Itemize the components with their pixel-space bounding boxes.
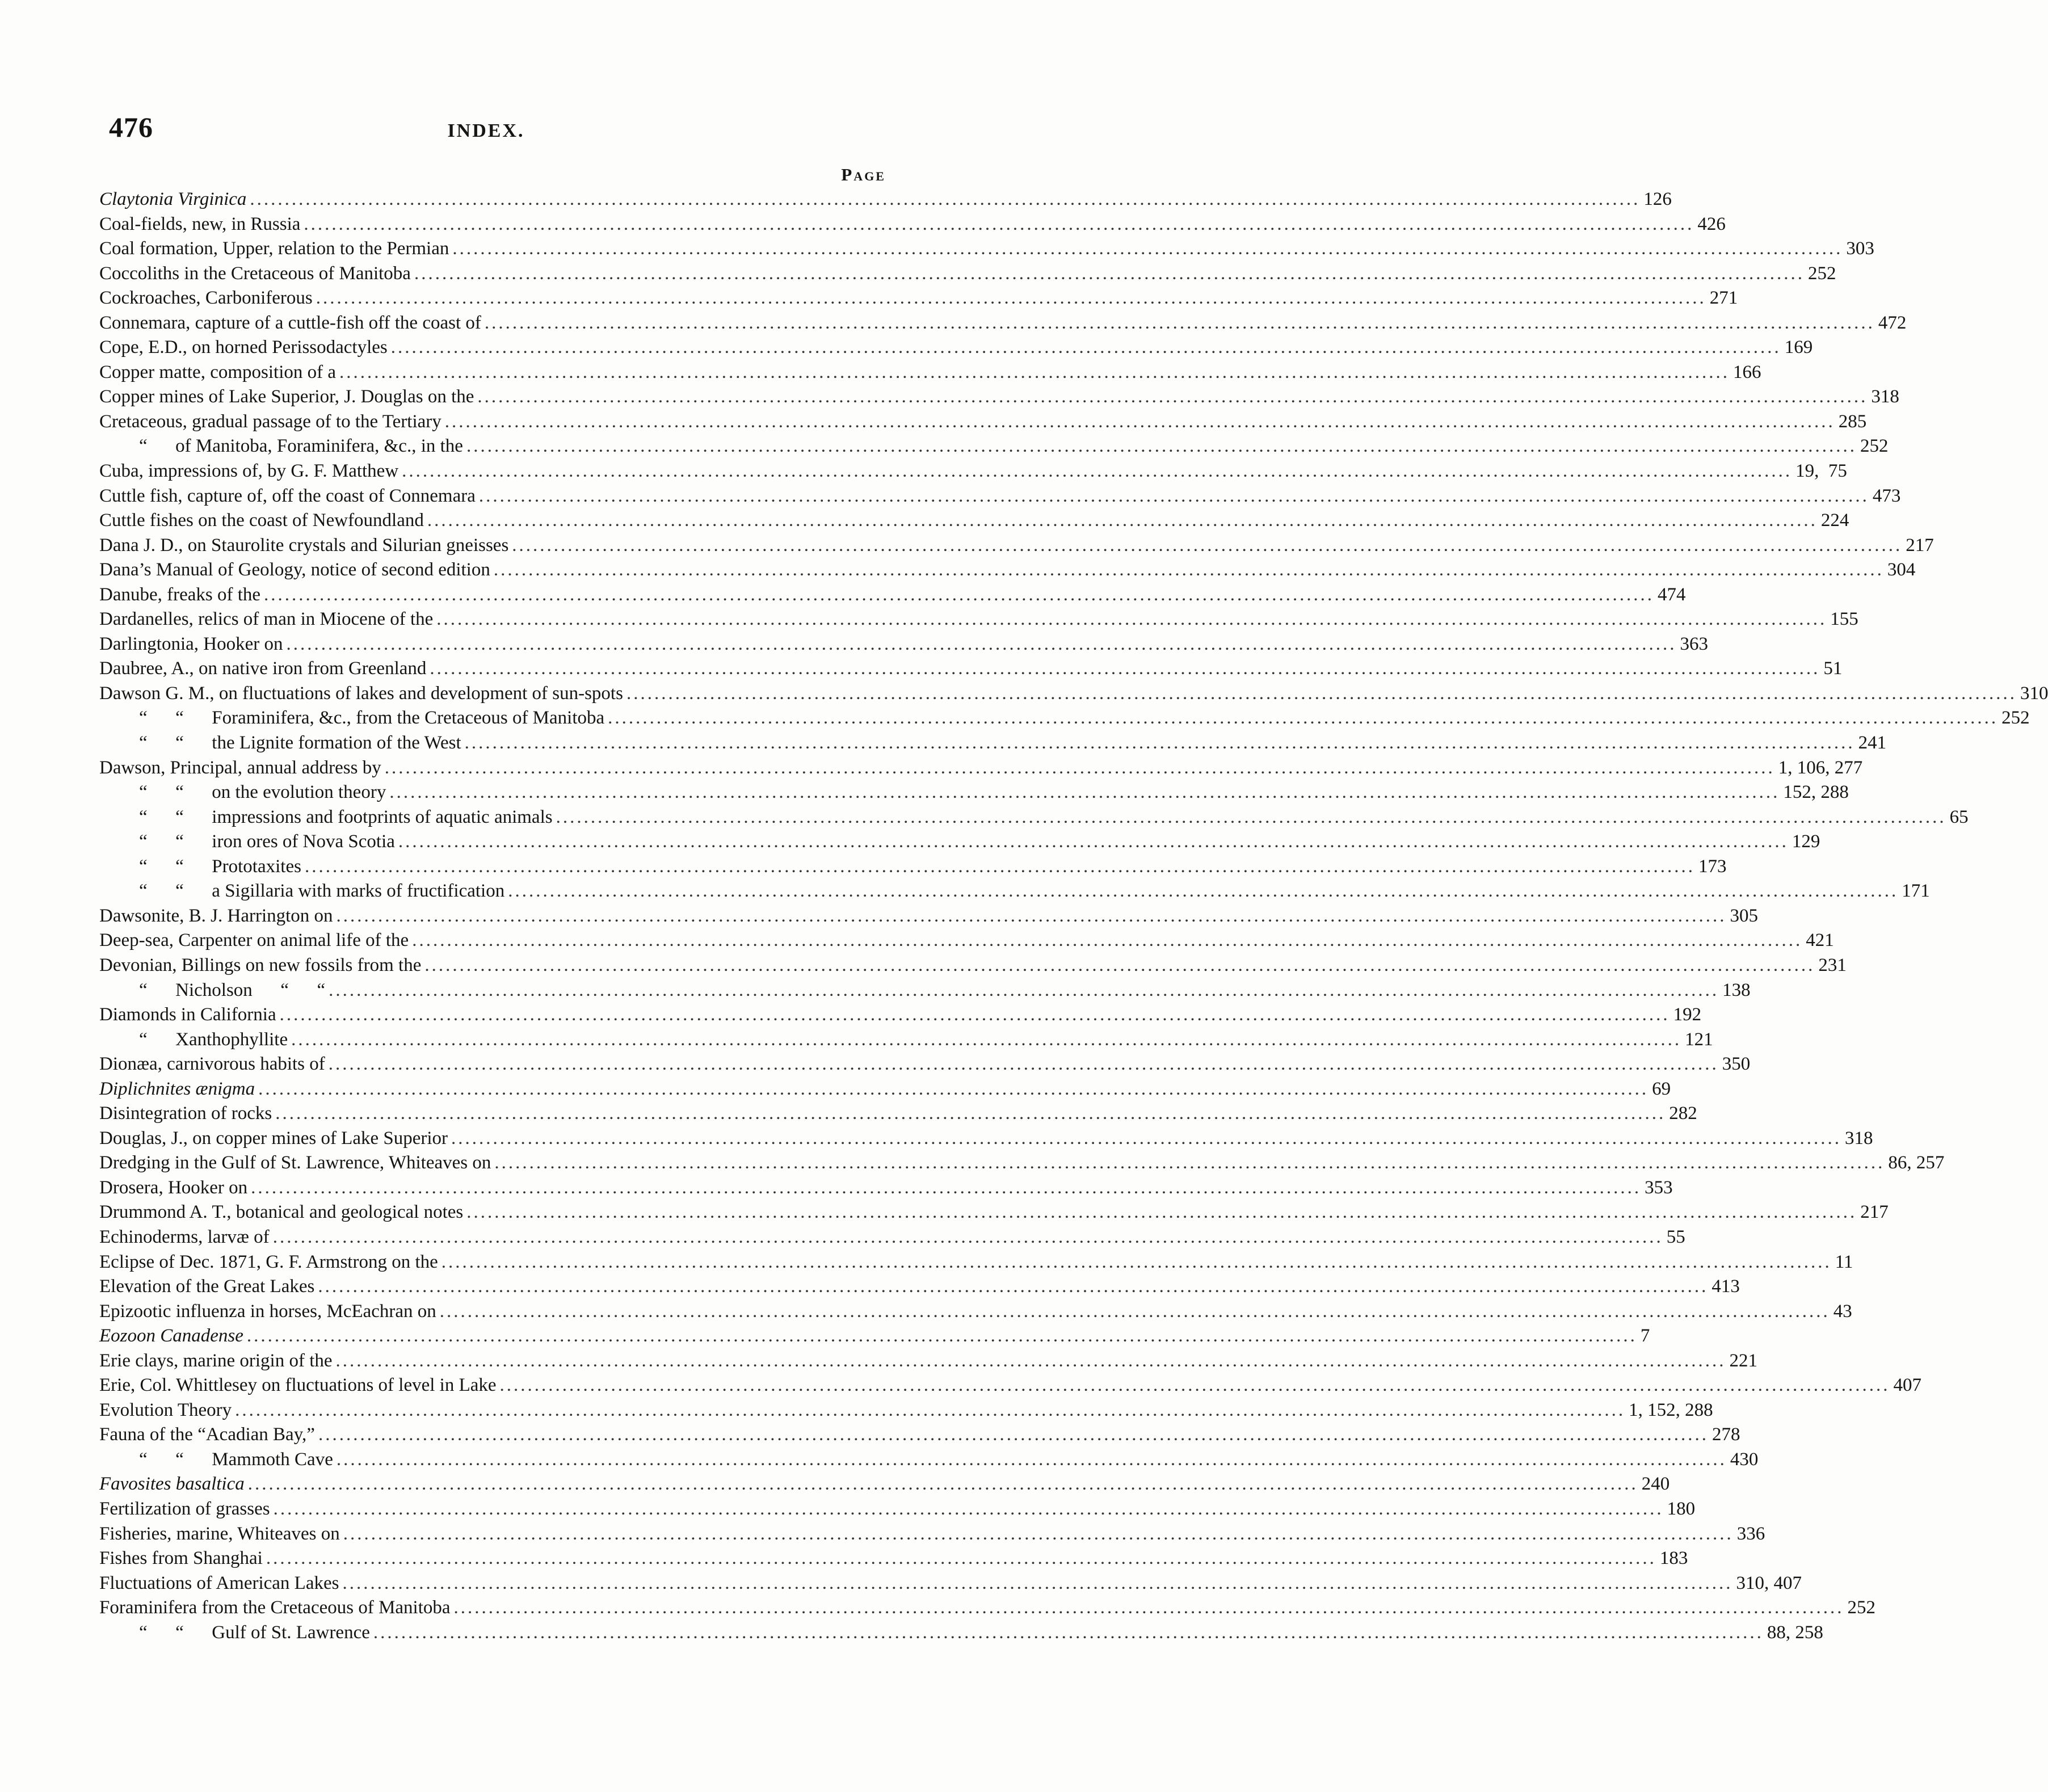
- dot-leader: ........................................................................................................................................................................................................: [304, 856, 1695, 877]
- index-page-numbers: 304: [1887, 560, 1916, 580]
- index-page-numbers: 11: [1835, 1251, 1853, 1272]
- index-page-numbers: 310: [2020, 683, 2048, 704]
- index-entry: [99, 1052, 1751, 1077]
- index-entry: [99, 335, 1813, 360]
- dot-leader: ........................................................................................................................................................................................................: [441, 1251, 1832, 1272]
- dot-leader: ........................................................................................................................................................................................................: [273, 1498, 1664, 1519]
- dot-leader: ........................................................................................................................................................................................................: [342, 1572, 1733, 1593]
- index-entry: [99, 558, 1916, 583]
- dot-leader: ........................................................................................................................................................................................................: [466, 436, 1857, 457]
- index-entry: [99, 1151, 1945, 1176]
- index-page-numbers: 43: [1833, 1301, 1852, 1322]
- index-term: Epizootic influenza in horses, McEachran on: [99, 1301, 436, 1322]
- index-page-numbers: 421: [1806, 930, 1834, 951]
- index-term: “ “ a Sigillaria with marks of fructification: [139, 881, 505, 902]
- index-page-numbers: 305: [1730, 905, 1759, 926]
- index-page-numbers: 217: [1860, 1202, 1889, 1223]
- index-term: Fauna of the “Acadian Bay,”: [99, 1424, 315, 1445]
- index-page-numbers: 166: [1733, 361, 1761, 382]
- index-page-numbers: 474: [1658, 584, 1686, 605]
- index-entry: [99, 1250, 1853, 1275]
- index-entry: [99, 805, 1969, 830]
- dot-leader: ........................................................................................................................................................................................................: [390, 337, 1781, 358]
- dot-leader: ........................................................................................................................................................................................................: [452, 238, 1843, 259]
- dot-leader: ........................................................................................................................................................................................................: [389, 782, 1780, 803]
- index-term: “ of Manitoba, Foraminifera, &c., in the: [139, 436, 463, 457]
- index-term: Fisheries, marine, Whiteaves on: [99, 1523, 340, 1544]
- index-term: Claytonia Virginica: [99, 189, 247, 209]
- dot-leader: ........................................................................................................................................................................................................: [279, 1004, 1670, 1025]
- index-page-numbers: 231: [1818, 954, 1847, 975]
- dot-leader: ........................................................................................................................................................................................................: [328, 1054, 1719, 1075]
- index-page-numbers: 1, 152, 288: [1629, 1399, 1713, 1420]
- dot-leader: ........................................................................................................................................................................................................: [466, 1202, 1857, 1223]
- index-term: Cockroaches, Carboniferous: [99, 288, 313, 309]
- index-page-numbers: 240: [1641, 1474, 1670, 1495]
- index-term: Drummond A. T., botanical and geological notes: [99, 1202, 464, 1223]
- index-term: Cuttle fishes on the coast of Newfoundland: [99, 510, 424, 531]
- index-page-numbers: 426: [1697, 213, 1726, 234]
- dot-leader: ........................................................................................................................................................................................................: [436, 609, 1827, 630]
- index-term: “ “ Prototaxites: [139, 856, 301, 877]
- index-term: Erie clays, marine origin of the: [99, 1350, 333, 1371]
- dot-leader: ........................................................................................................................................................................................................: [414, 263, 1805, 284]
- dot-leader: ........................................................................................................................................................................................................: [291, 1029, 1682, 1050]
- index-entry: [99, 1274, 1740, 1299]
- index-term: “ “ on the evolution theory: [139, 782, 386, 803]
- index-entry: [99, 1522, 1765, 1547]
- index-term: Cretaceous, gradual passage of to the Tertiary: [99, 411, 441, 432]
- index-entry: [99, 830, 1820, 855]
- index-term: Foraminifera from the Cretaceous of Manitoba: [99, 1597, 451, 1618]
- dot-leader: ........................................................................................................................................................................................................: [444, 411, 1835, 432]
- index-entry: [99, 1077, 1671, 1102]
- index-term: Coal formation, Upper, relation to the Permian: [99, 238, 449, 259]
- index-entry: [99, 1003, 1702, 1028]
- index-page-numbers: 180: [1667, 1498, 1696, 1519]
- index-page-numbers: 285: [1838, 411, 1867, 432]
- index-page-numbers: 278: [1711, 1424, 1740, 1445]
- index-term: “ “ Gulf of St. Lawrence: [139, 1622, 370, 1643]
- dot-leader: ........................................................................................................................................................................................................: [556, 806, 1946, 827]
- index-entry: [99, 1225, 1685, 1250]
- index-entry: [99, 879, 1930, 904]
- index-term: Echinoderms, larvæ of: [99, 1226, 270, 1247]
- index-term: Copper matte, composition of a: [99, 361, 336, 382]
- index-page-numbers: 171: [1902, 881, 1930, 902]
- index-term: Eozoon Canadense: [99, 1326, 243, 1347]
- index-list: [99, 187, 2048, 1645]
- index-term: Erie, Col. Whittlesey on fluctuations of level in Lake: [99, 1375, 497, 1396]
- page-column-label: Page: [841, 165, 886, 184]
- index-term: Fluctuations of American Lakes: [99, 1572, 339, 1593]
- page-number: 476: [109, 111, 153, 143]
- index-entry: [99, 237, 1874, 262]
- index-entry: [99, 657, 1843, 682]
- index-page-numbers: 51: [1823, 658, 1843, 679]
- dot-leader: ........................................................................................................................................................................................................: [373, 1622, 1764, 1643]
- index-term: Copper mines of Lake Superior, J. Douglas on the: [99, 386, 474, 407]
- index-entry: [99, 632, 1709, 657]
- index-term: Elevation of the Great Lakes: [99, 1276, 315, 1297]
- index-page-numbers: 252: [1807, 263, 1836, 284]
- dot-leader: ........................................................................................................................................................................................................: [250, 189, 1641, 209]
- dot-leader: ........................................................................................................................................................................................................: [318, 1424, 1709, 1445]
- index-entry: [99, 1349, 1758, 1374]
- index-term: Dana J. D., on Staurolite crystals and Silurian gneisses: [99, 535, 509, 556]
- index-term: Douglas, J., on copper mines of Lake Superior: [99, 1128, 448, 1149]
- index-page-numbers: 413: [1711, 1276, 1740, 1297]
- index-entry: [99, 928, 1834, 953]
- index-entry: [99, 385, 1899, 410]
- index-term: Cope, E.D., on horned Perissodactyles: [99, 337, 388, 358]
- dot-leader: ........................................................................................................................................................................................................: [453, 1597, 1844, 1618]
- dot-leader: ........................................................................................................................................................................................................: [427, 510, 1818, 531]
- index-entry: [99, 855, 1727, 880]
- index-entry: [99, 1200, 1889, 1225]
- index-entry: [99, 311, 1907, 336]
- dot-leader: ........................................................................................................................................................................................................: [512, 535, 1903, 556]
- running-head: INDEX.: [447, 120, 525, 141]
- index-entry: [99, 731, 1887, 756]
- index-entry: [99, 1546, 1688, 1571]
- dot-leader: ........................................................................................................................................................................................................: [493, 560, 1884, 580]
- index-entry: [99, 953, 1847, 978]
- index-term: Drosera, Hooker on: [99, 1177, 248, 1198]
- index-term: “ “ the Lignite formation of the West: [139, 733, 461, 754]
- index-page-numbers: 318: [1845, 1128, 1873, 1149]
- index-entry: [99, 1596, 1876, 1621]
- index-page-numbers: 86, 257: [1888, 1152, 1945, 1173]
- index-term: Cuba, impressions of, by G. F. Matthew: [99, 461, 399, 482]
- index-term: Cuttle fish, capture of, off the coast of Connemara: [99, 485, 476, 506]
- index-entry: [99, 484, 1901, 509]
- index-term: Eclipse of Dec. 1871, G. F. Armstrong on the: [99, 1251, 438, 1272]
- index-entry: [99, 1176, 1673, 1201]
- dot-leader: ........................................................................................................................................................................................................: [247, 1474, 1638, 1495]
- index-entry: [99, 1448, 1759, 1473]
- index-page-numbers: 303: [1846, 238, 1874, 259]
- index-page-numbers: 138: [1722, 979, 1751, 1000]
- index-page-numbers: 217: [1906, 535, 1934, 556]
- dot-leader: ........................................................................................................................................................................................................: [275, 1103, 1666, 1124]
- dot-leader: ........................................................................................................................................................................................................: [316, 288, 1706, 309]
- index-entry: [99, 1472, 1670, 1497]
- index-term: Dawson, Principal, annual address by: [99, 757, 381, 778]
- index-entry: [99, 1621, 1823, 1646]
- index-page-numbers: 407: [1893, 1375, 1922, 1396]
- index-entry: [99, 508, 1849, 533]
- index-page-numbers: 129: [1792, 831, 1820, 852]
- index-entry: [99, 780, 1849, 805]
- index-term: Danube, freaks of the: [99, 584, 261, 605]
- index-term: Darlingtonia, Hooker on: [99, 633, 283, 654]
- index-page-numbers: 55: [1666, 1226, 1685, 1247]
- index-term: Connemara, capture of a cuttle-fish off the coast of: [99, 312, 481, 333]
- index-term: Devonian, Billings on new fossils from the: [99, 954, 422, 975]
- index-page-numbers: 353: [1645, 1177, 1673, 1198]
- index-page-numbers: 126: [1643, 189, 1672, 209]
- index-term: “ Xanthophyllite: [139, 1029, 288, 1050]
- dot-leader: ........................................................................................................................................................................................................: [264, 584, 1655, 605]
- index-page-numbers: 252: [1847, 1597, 1876, 1618]
- dot-leader: ........................................................................................................................................................................................................: [318, 1276, 1709, 1297]
- index-page-numbers: 88, 258: [1767, 1622, 1823, 1643]
- index-term: Diplichnites ænigma: [99, 1078, 255, 1099]
- index-term: Fertilization of grasses: [99, 1498, 270, 1519]
- index-page-numbers: 318: [1871, 386, 1899, 407]
- index-page-numbers: 430: [1730, 1449, 1759, 1470]
- index-term: Dredging in the Gulf of St. Lawrence, Whiteaves on: [99, 1152, 491, 1173]
- index-term: Dardanelles, relics of man in Miocene of the: [99, 609, 434, 630]
- dot-leader: ........................................................................................................................................................................................................: [412, 930, 1803, 951]
- index-page-numbers: 152, 288: [1783, 782, 1849, 803]
- index-page-numbers: 173: [1698, 856, 1727, 877]
- dot-leader: ........................................................................................................................................................................................................: [329, 979, 1719, 1000]
- dot-leader: ........................................................................................................................................................................................................: [335, 1350, 1726, 1371]
- dot-leader: ........................................................................................................................................................................................................: [235, 1399, 1626, 1420]
- dot-leader: ........................................................................................................................................................................................................: [266, 1548, 1656, 1569]
- index-entry: [99, 904, 1759, 929]
- index-entry: [99, 212, 1726, 237]
- index-page-numbers: 69: [1652, 1078, 1671, 1099]
- index-term: Daubree, A., on native iron from Greenland: [99, 658, 427, 679]
- index-term: “ “ Foraminifera, &c., from the Cretaceous of Manitoba: [139, 708, 605, 729]
- index-entry: [99, 1299, 1852, 1324]
- index-term: Favosites basaltica: [99, 1474, 245, 1495]
- index-entry: [99, 1571, 1802, 1596]
- index-entry: [99, 434, 1889, 459]
- index-page-numbers: 183: [1659, 1548, 1688, 1569]
- index-entry: [99, 1373, 1922, 1398]
- index-term: Diamonds in California: [99, 1004, 276, 1025]
- index-entry: [99, 410, 1867, 435]
- index-term: Disintegration of rocks: [99, 1103, 272, 1124]
- dot-leader: ........................................................................................................................................................................................................: [451, 1128, 1842, 1149]
- index-entry: [99, 187, 1672, 212]
- index-entry: [99, 286, 1738, 311]
- index-page-numbers: 310, 407: [1736, 1572, 1802, 1593]
- index-page-numbers: 169: [1784, 337, 1813, 358]
- dot-leader: ........................................................................................................................................................................................................: [398, 831, 1789, 852]
- index-term: “ Nicholson “ “: [139, 979, 326, 1000]
- index-term: “ “ iron ores of Nova Scotia: [139, 831, 395, 852]
- dot-leader: ........................................................................................................................................................................................................: [286, 633, 1677, 654]
- index-term: Dana’s Manual of Geology, notice of second edition: [99, 560, 490, 580]
- dot-leader: ........................................................................................................................................................................................................: [384, 757, 1775, 778]
- index-page-numbers: 221: [1729, 1350, 1758, 1371]
- index-page-numbers: 282: [1669, 1103, 1697, 1124]
- dot-leader: ........................................................................................................................................................................................................: [336, 905, 1727, 926]
- index-page-numbers: 271: [1709, 288, 1738, 309]
- dot-leader: ........................................................................................................................................................................................................: [336, 1449, 1727, 1470]
- dot-leader: ........................................................................................................................................................................................................: [508, 881, 1899, 902]
- index-term: “ “ impressions and footprints of aquatic animals: [139, 806, 553, 827]
- dot-leader: ........................................................................................................................................................................................................: [258, 1078, 1649, 1099]
- index-term: Dawson G. M., on fluctuations of lakes and development of sun-spots: [99, 683, 623, 704]
- index-entry: [99, 706, 2030, 731]
- index-page-numbers: 252: [2001, 708, 2030, 729]
- index-entry: [99, 1324, 1650, 1349]
- index-entry: [99, 682, 2048, 706]
- dot-leader: ........................................................................................................................................................................................................: [402, 461, 1793, 482]
- index-page-numbers: 65: [1949, 806, 1969, 827]
- dot-leader: ........................................................................................................................................................................................................: [304, 213, 1694, 234]
- index-page-numbers: 241: [1858, 733, 1887, 754]
- dot-leader: ........................................................................................................................................................................................................: [430, 658, 1820, 679]
- index-page-numbers: 336: [1736, 1523, 1765, 1544]
- dot-leader: ........................................................................................................................................................................................................: [424, 954, 1815, 975]
- index-page-numbers: 472: [1878, 312, 1907, 333]
- dot-leader: ........................................................................................................................................................................................................: [251, 1177, 1642, 1198]
- index-entry: [99, 607, 1858, 632]
- index-term: “ “ Mammoth Cave: [139, 1449, 333, 1470]
- dot-leader: ........................................................................................................................................................................................................: [343, 1523, 1734, 1544]
- dot-leader: ........................................................................................................................................................................................................: [477, 386, 1868, 407]
- index-term: Fishes from Shanghai: [99, 1548, 263, 1569]
- index-term: Dionæa, carnivorous habits of: [99, 1054, 325, 1075]
- index-page-numbers: 155: [1830, 609, 1858, 630]
- index-term: Coal-fields, new, in Russia: [99, 213, 301, 234]
- index-entry: [99, 1423, 1740, 1448]
- index-entry: [99, 1028, 1713, 1053]
- index-term: Coccoliths in the Cretaceous of Manitoba: [99, 263, 411, 284]
- dot-leader: ........................................................................................................................................................................................................: [272, 1226, 1663, 1247]
- dot-leader: ........................................................................................................................................................................................................: [484, 312, 1875, 333]
- index-term: Dawsonite, B. J. Harrington on: [99, 905, 333, 926]
- index-entry: [99, 360, 1761, 385]
- dot-leader: ........................................................................................................................................................................................................: [246, 1326, 1637, 1347]
- dot-leader: ........................................................................................................................................................................................................: [494, 1152, 1885, 1173]
- index-entry: [99, 459, 1847, 484]
- index-page-numbers: 192: [1673, 1004, 1702, 1025]
- index-entry: [99, 1101, 1697, 1126]
- dot-leader: ........................................................................................................................................................................................................: [464, 733, 1855, 754]
- index-term: Deep-sea, Carpenter on animal life of the: [99, 930, 409, 951]
- dot-leader: ........................................................................................................................................................................................................: [439, 1301, 1830, 1322]
- dot-leader: ........................................................................................................................................................................................................: [608, 708, 1999, 729]
- index-page-numbers: 224: [1820, 510, 1849, 531]
- index-entry: [99, 756, 1863, 781]
- index-page-numbers: 7: [1640, 1326, 1650, 1347]
- dot-leader: ........................................................................................................................................................................................................: [339, 361, 1730, 382]
- dot-leader: ........................................................................................................................................................................................................: [499, 1375, 1890, 1396]
- dot-leader: ........................................................................................................................................................................................................: [626, 683, 2017, 704]
- index-page-numbers: 350: [1722, 1054, 1751, 1075]
- index-page-numbers: 19, 75: [1795, 461, 1847, 482]
- index-entry: [99, 1126, 1873, 1151]
- index-entry: [99, 1398, 1713, 1423]
- index-page-numbers: 252: [1860, 436, 1889, 457]
- index-entry: [99, 262, 1836, 287]
- index-entry: [99, 978, 1751, 1003]
- index-page-numbers: 473: [1872, 485, 1901, 506]
- index-page-numbers: 1, 106, 277: [1778, 757, 1863, 778]
- index-page-numbers: 121: [1685, 1029, 1713, 1050]
- index-entry: [99, 583, 1686, 608]
- index-term: Evolution Theory: [99, 1399, 232, 1420]
- index-entry: [99, 533, 1934, 558]
- index-page-numbers: 363: [1680, 633, 1709, 654]
- index-entry: [99, 1497, 1696, 1522]
- dot-leader: ........................................................................................................................................................................................................: [478, 485, 1869, 506]
